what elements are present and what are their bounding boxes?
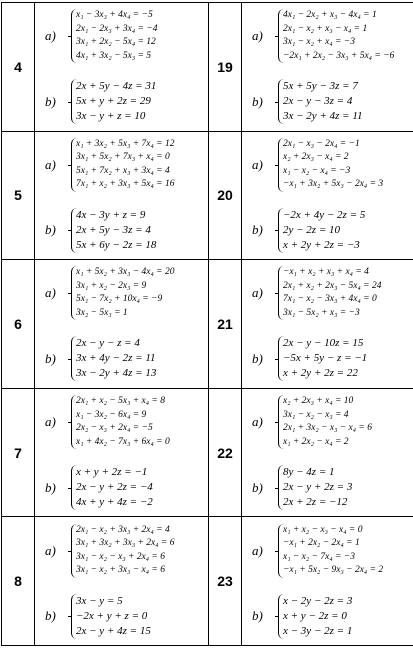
part-spacer (35, 320, 208, 336)
equation: 2x − y + 4z = 15 (76, 624, 151, 637)
equation: x₁ + 2x₂ − x₄ = 2 (283, 436, 349, 447)
system-brace (71, 524, 174, 578)
equation: 3x₁ − x₂ + 3x₃ − x₄ = 6 (76, 565, 165, 576)
task-number: 20 (209, 131, 242, 260)
equation: x₂ + 2x₃ + x₄ = 10 (283, 396, 354, 407)
system-label: a) (252, 28, 263, 44)
task-systems (242, 388, 413, 517)
equation: 2x₁ + 3x₂ − x₃ − x₄ = 6 (283, 423, 372, 434)
equation: x − 3y − 2z = 1 (283, 624, 353, 637)
system-label: b) (252, 350, 263, 366)
equation: 3x₁ − x₂ + x₄ = −3 (283, 37, 355, 48)
system-brace (71, 9, 157, 63)
table-row (2, 388, 413, 517)
equation: 2x₁ + x₂ + 2x₃ − 5x₄ = 24 (283, 280, 382, 291)
equation: x₁ − 3x₂ − 6x₄ = 9 (76, 409, 147, 420)
task-systems (242, 3, 413, 132)
system-brace (278, 138, 383, 192)
system-a (41, 266, 208, 320)
system-label: b) (45, 608, 56, 624)
equation: x + 2y + 2z = 22 (283, 367, 358, 380)
system-label: a) (252, 156, 263, 172)
equation: x₁ + 4x₂ − 7x₃ + 6x₄ = 0 (76, 436, 170, 447)
equation: x − 2y − 2z = 3 (283, 594, 353, 607)
equation: −2x₁ + 2x₂ − 3x₃ + 5x₄ = −6 (283, 50, 395, 61)
equation: 7x₁ + x₂ + 3x₃ + 5x₄ = 16 (76, 179, 175, 190)
part-spacer (35, 192, 208, 208)
equation: 5x + 6y − 2z = 18 (76, 238, 157, 251)
system-brace (278, 9, 394, 63)
part-spacer (35, 578, 208, 594)
task-systems (35, 260, 209, 389)
part-spacer (242, 578, 413, 594)
equation: 3x₁ + x₂ − 2x₃ = 9 (76, 280, 147, 291)
equation: x₂ + 2x₃ − x₄ = 2 (283, 152, 349, 163)
system-a (248, 9, 413, 63)
system-brace (71, 208, 156, 253)
equation: 3x − 2y + 4z = 11 (283, 110, 363, 123)
equation: 2x + 2z = −12 (283, 496, 348, 509)
system-label: b) (252, 479, 263, 495)
equation: 5x₁ + 7x₂ + x₃ + 3x₄ = 4 (76, 165, 170, 176)
system-b (248, 465, 413, 510)
system-label: b) (45, 479, 56, 495)
system-label: a) (252, 414, 263, 430)
equation: x₁ − x₂ − 7x₄ = −3 (283, 551, 355, 562)
equation: −2x + 4y − 2z = 5 (283, 208, 366, 221)
task-systems (242, 517, 413, 646)
system-brace (71, 138, 174, 192)
system-brace (278, 79, 363, 124)
part-spacer (242, 192, 413, 208)
system-b (248, 79, 413, 124)
system-label: a) (45, 542, 56, 558)
task-systems (35, 131, 209, 260)
system-b (248, 594, 413, 639)
equation: −2x + y + z = 0 (76, 609, 148, 622)
task-systems (35, 388, 209, 517)
task-number: 23 (209, 517, 242, 646)
table-row (2, 517, 413, 646)
equation: 5x + y + 2z = 29 (76, 95, 151, 108)
system-b (41, 336, 208, 381)
table-row (2, 3, 413, 132)
equation: x₁ + 5x₂ + 3x₃ − 4x₄ = 20 (76, 267, 175, 278)
system-brace (71, 266, 174, 320)
equation: 2x − y − z = 4 (76, 337, 140, 350)
system-label: b) (252, 93, 263, 109)
system-a (248, 524, 413, 578)
system-b (41, 594, 208, 639)
system-label: b) (45, 93, 56, 109)
equation: 7x₁ − x₂ − 3x₃ + 4x₄ = 0 (283, 294, 377, 305)
equation: x + y − 2z = 0 (283, 609, 347, 622)
equation: 5x + 5y − 3z = 7 (283, 80, 358, 93)
task-number: 22 (209, 388, 242, 517)
equation: 2x + 5y − 3z = 4 (76, 223, 151, 236)
system-label: a) (45, 414, 56, 430)
systems-table (1, 2, 413, 646)
part-spacer (242, 63, 413, 79)
system-brace (71, 594, 151, 639)
equation: 2x₁ − x₃ − 2x₄ = −1 (283, 138, 360, 149)
equation: 3x − y = 5 (76, 594, 123, 607)
system-label: a) (45, 28, 56, 44)
equation: 2y − 2z = 10 (283, 223, 341, 236)
equation: 2x + 5y − 4z = 31 (76, 80, 157, 93)
part-spacer (35, 449, 208, 465)
part-spacer (35, 63, 208, 79)
task-number: 5 (2, 131, 35, 260)
system-a (248, 138, 413, 192)
task-number: 19 (209, 3, 242, 132)
system-a (41, 395, 208, 449)
system-label: b) (252, 608, 263, 624)
system-brace (278, 208, 365, 253)
equation: 4x₁ − 2x₂ + x₃ − 4x₄ = 1 (283, 10, 377, 21)
task-number: 7 (2, 388, 35, 517)
equation: 2x − y − 3z = 4 (283, 95, 353, 108)
equation: 8y − 4z = 1 (283, 466, 335, 479)
task-number: 4 (2, 3, 35, 132)
equation: 3x₁ − x₂ − x₃ + 2x₄ = 6 (76, 551, 165, 562)
system-brace (278, 594, 352, 639)
system-b (41, 208, 208, 253)
part-spacer (242, 320, 413, 336)
equation: 3x + 4y − 2z = 11 (76, 352, 156, 365)
table-row (2, 131, 413, 260)
systems-table-body (2, 3, 413, 646)
equation: 3x₁ − x₂ − x₃ = 4 (283, 409, 349, 420)
equation: −5x + 5y − z = −1 (283, 352, 368, 365)
system-label: b) (45, 350, 56, 366)
equation: 4x₁ + 3x₂ − 5x₃ = 5 (76, 50, 152, 61)
system-b (41, 79, 208, 124)
equation: 2x − y + 2z = 3 (283, 481, 353, 494)
system-a (41, 524, 208, 578)
system-brace (71, 465, 153, 510)
equation: 2x₁ + x₂ − 5x₃ + x₄ = 8 (76, 396, 165, 407)
system-a (41, 138, 208, 192)
part-spacer (242, 449, 413, 465)
equation: −x₁ + 5x₂ − 9x₃ − 2x₄ = 2 (283, 565, 384, 576)
system-brace (278, 465, 352, 510)
task-number: 8 (2, 517, 35, 646)
equation: 2x₁ − 2x₃ + 3x₄ = −4 (76, 23, 158, 34)
system-label: b) (45, 222, 56, 238)
equation: −x₁ + 2x₂ − 2x₄ = 1 (283, 538, 360, 549)
system-brace (278, 266, 381, 320)
system-b (248, 208, 413, 253)
equation: x + y + 2z = −1 (76, 466, 148, 479)
equation: 3x₁ − 5x₂ + x₃ = −3 (283, 307, 360, 318)
system-b (41, 465, 208, 510)
equation: x₁ − x₂ − x₄ = −3 (283, 165, 351, 176)
system-brace (278, 524, 383, 578)
system-brace (71, 395, 170, 449)
task-number: 6 (2, 260, 35, 389)
system-a (41, 9, 208, 63)
system-brace (71, 79, 156, 124)
equation: 3x − y + z = 10 (76, 110, 146, 123)
system-a (248, 395, 413, 449)
system-label: b) (252, 222, 263, 238)
system-b (248, 336, 413, 381)
system-brace (278, 395, 372, 449)
system-brace (278, 336, 367, 381)
equation: 4x + y + 4z = −2 (76, 496, 153, 509)
task-systems (35, 3, 209, 132)
equation: 2x₁ − x₂ + x₃ − x₄ = 1 (283, 23, 368, 34)
task-number: 21 (209, 260, 242, 389)
equation: x₁ + 3x₂ + 5x₃ + 7x₄ = 12 (76, 138, 175, 149)
equation: 2x − y + 2z = −4 (76, 481, 153, 494)
equation: 2x₁ − x₂ + 3x₃ + 2x₄ = 4 (76, 524, 170, 535)
system-brace (71, 336, 156, 381)
system-label: a) (252, 285, 263, 301)
system-label: a) (252, 542, 263, 558)
equation: x₁ + x₂ − x₃ − x₄ = 0 (283, 524, 363, 535)
equation: 3x₂ − 5x₃ = 1 (76, 307, 128, 318)
task-systems (35, 517, 209, 646)
equation: 3x − 2y + 4z = 13 (76, 367, 157, 380)
system-label: a) (45, 156, 56, 172)
equation: 3x₁ + 5x₂ + 7x₃ + x₄ = 0 (76, 152, 170, 163)
equation: x + 2y + 2z = −3 (283, 238, 360, 251)
system-label: a) (45, 285, 56, 301)
equation: −x₁ + x₂ + x₃ + x₄ = 4 (283, 267, 369, 278)
system-a (248, 266, 413, 320)
equation: 4x − 3y + z = 9 (76, 208, 146, 221)
task-systems (242, 131, 413, 260)
equation: −x₁ + 3x₂ + 5x₃ − 2x₄ = 3 (283, 179, 384, 190)
equation: 3x₁ + 2x₂ − 5x₄ = 12 (76, 37, 156, 48)
table-row (2, 260, 413, 389)
task-systems (242, 260, 413, 389)
equation: x₁ − 3x₃ + 4x₄ = −5 (76, 10, 153, 21)
equation: 3x₁ + 3x₂ + 3x₃ + 2x₄ = 6 (76, 538, 175, 549)
equation: 2x − y − 10z = 15 (283, 337, 364, 350)
equation: 5x₁ − 7x₂ + 10x₄ = −9 (76, 294, 163, 305)
equation: 2x₂ − x₃ + 2x₄ = −5 (76, 423, 153, 434)
